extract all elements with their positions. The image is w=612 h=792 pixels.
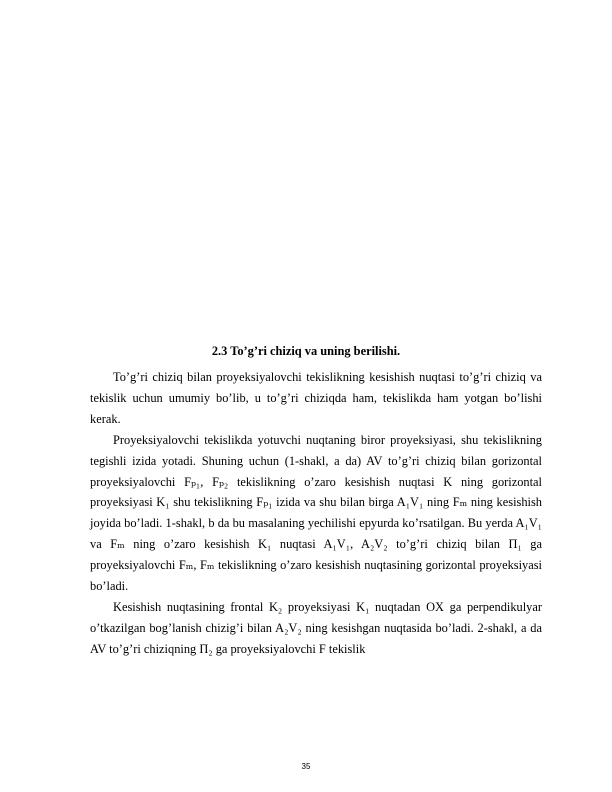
page-number: 35 (301, 762, 311, 771)
paragraph-1: To’g’ri chiziq bilan proyeksiyalovchi tekislikning kesishish nuqtasi to’g’ri chiziq va tekislik uchun umumiy bo’lib, u to’g’ri chiziqda ham, tekislikda ham yotgan bo’lishi kerak. (90, 370, 542, 426)
paragraph-2: Proyeksiyalovchi tekislikda yotuvchi nuqtaning biror proyeksiyasi, shu tekislikning tegishli izida yotadi. Shuning uchun (1-shakl, a da) AV to’g’ri chiziq bilan gorizontal proyeksiyalovchi Fₚ₁, Fₚ₂ tekislikning o’zaro kesishish nuqtasi K ning gorizontal proyeksiyasi K₁ shu tekislikning Fₚ₁ izida va shu bilan birga A₁V₁ ning Fₘ ning kesishish joyida bo’ladi. 1-shakl, b da bu masalaning yechilishi epyurda ko’rsatilgan. Bu yerda A₁V₁ va Fₘ ning o’zaro kesishish K₁ nuqtasi A₁V₁, A₂V₂ to’g’ri chiziq bilan П₁ ga proyeksiyalovchi Fₘ, Fₘ tekislikning o’zaro kesishish nuqtasining gorizontal proyeksiyasi bo’ladi. (90, 432, 542, 594)
section-heading: 2.3 To’g’ri chiziq va uning berilishi. (211, 344, 401, 358)
paragraph-3: Kesishish nuqtasining frontal K₂ proyeksiyasi K₁ nuqtadan OX ga perpendikulyar o’tkazilgan bog’lanish chizig’i bilan A₂V₂ ning kesishgan nuqtasida bo’ladi. 2-shakl, a da AV to’g’ri chiziqning П₂ ga proyeksiyalovchi F tekislik (90, 599, 542, 656)
body-text (90, 367, 542, 660)
